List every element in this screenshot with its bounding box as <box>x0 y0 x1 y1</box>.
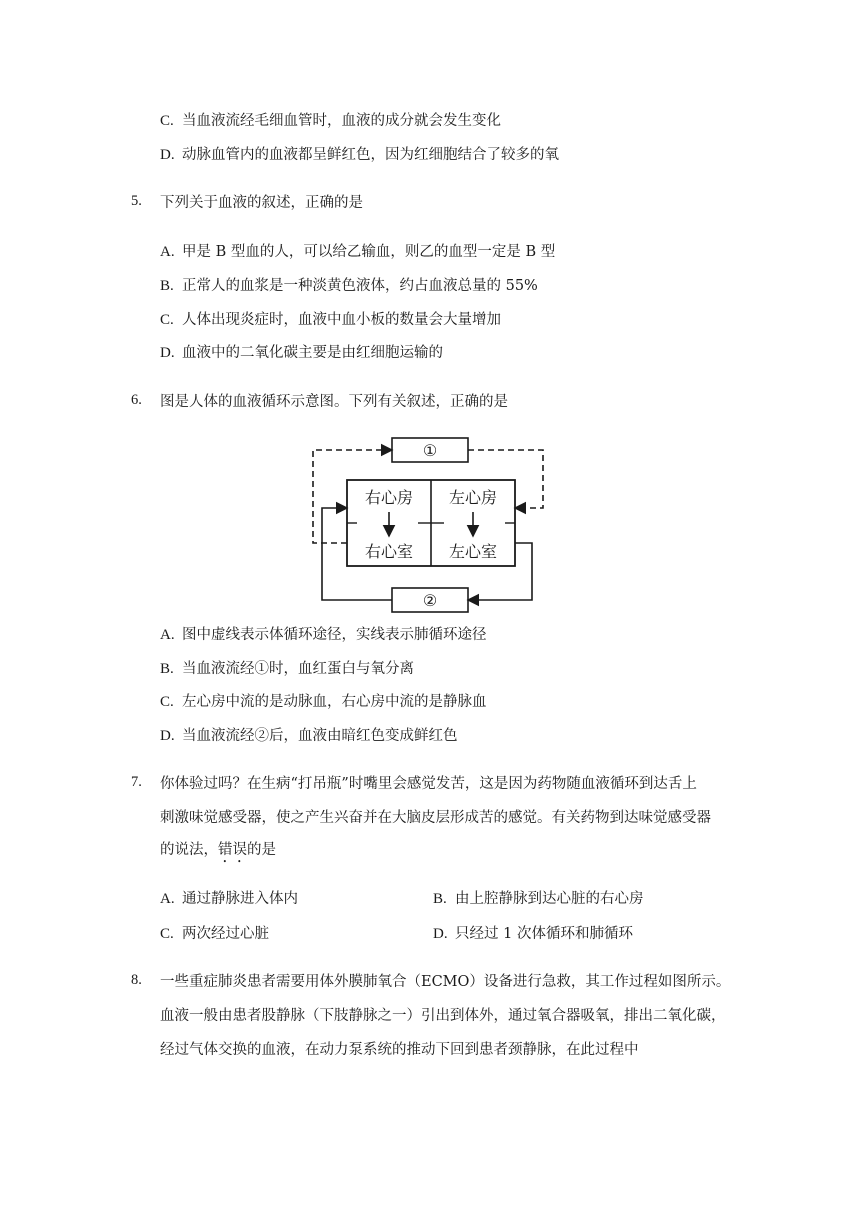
option-key: B. <box>160 278 174 294</box>
option-text: 两次经过心脏 <box>182 926 269 942</box>
option-text: 血液中的二氧化碳主要是由红细胞运输的 <box>182 345 443 361</box>
q7-stem-line3 <box>160 840 276 866</box>
box-bottom-label: ② <box>422 591 438 610</box>
option-text: 动脉血管内的血液都呈鲜红色，因为红细胞结合了较多的氧 <box>182 147 559 163</box>
q5-option-a <box>160 242 555 262</box>
q6-option-a <box>160 625 487 645</box>
q7-number: 7. <box>131 774 142 790</box>
q7-option-c <box>160 924 269 944</box>
option-text: 只经过 1 次体循环和肺循环 <box>455 926 633 942</box>
left-atrium-label: 左心房 <box>448 488 498 507</box>
option-key: C. <box>160 926 174 942</box>
q7-stem-line1: 你体验过吗？在生病“打吊瓶”时嘴里会感觉发苦，这是因为药物随血液循环到达舌上 <box>160 776 697 792</box>
q6-option-d <box>160 726 458 746</box>
q4-option-c <box>160 111 501 131</box>
option-key: D. <box>160 147 175 163</box>
q6-option-c <box>160 692 487 712</box>
option-key: C. <box>160 312 174 328</box>
q5-stem: 下列关于血液的叙述，正确的是 <box>160 195 363 211</box>
option-text: 由上腔静脉到达心脏的右心房 <box>455 891 644 907</box>
q7-option-a <box>160 889 298 909</box>
q8-line2: 血液一般由患者股静脉（下肢静脉之一）引出到体外，通过氧合器吸氧，排出二氧化碳， <box>160 1008 726 1024</box>
option-key: A. <box>160 891 175 907</box>
option-text: 当血液流经①时，血红蛋白与氧分离 <box>182 661 414 677</box>
option-key: C. <box>160 113 174 129</box>
option-key: B. <box>160 661 174 677</box>
circulation-diagram <box>300 430 560 615</box>
option-key: C. <box>160 694 174 710</box>
option-text: 正常人的血浆是一种淡黄色液体，约占血液总量的 55% <box>182 278 538 294</box>
stem-text: 的说法， <box>160 842 218 858</box>
emphasis-text: 错误 <box>218 842 247 858</box>
q6-option-b <box>160 659 414 679</box>
q8-line3: 经过气体交换的血液，在动力泵系统的推动下回到患者颈静脉，在此过程中 <box>160 1042 639 1058</box>
q7-stem-line2: 刺激味觉感受器，使之产生兴奋并在大脑皮层形成苦的感觉。有关药物到达味觉感受器 <box>160 810 711 826</box>
option-key: D. <box>433 926 448 942</box>
right-ventricle-label: 右心室 <box>364 542 414 561</box>
box-top-label: ① <box>422 441 438 460</box>
option-text: 当血液流经②后，血液由暗红色变成鲜红色 <box>182 728 458 744</box>
q5-option-b <box>160 276 538 296</box>
option-key: A. <box>160 627 175 643</box>
option-text: 图中虚线表示体循环途径，实线表示肺循环途径 <box>182 627 487 643</box>
q7-option-d <box>433 924 633 944</box>
option-text: 甲是 B 型血的人，可以给乙输血，则乙的血型一定是 B 型 <box>182 244 556 260</box>
q8-number: 8. <box>131 972 142 988</box>
option-key: A. <box>160 244 175 260</box>
option-text: 当血液流经毛细血管时，血液的成分就会发生变化 <box>182 113 501 129</box>
option-text: 通过静脉进入体内 <box>182 891 298 907</box>
option-key: B. <box>433 891 447 907</box>
q5-option-c <box>160 310 501 330</box>
q8-line1: 一些重症肺炎患者需要用体外膜肺氧合（ECMO）设备进行急救，其工作过程如图所示。 <box>160 974 731 990</box>
q6-stem: 图是人体的血液循环示意图。下列有关叙述，正确的是 <box>160 394 508 410</box>
stem-text: 的是 <box>247 842 276 858</box>
q6-number: 6. <box>131 392 142 408</box>
q5-number: 5. <box>131 193 142 209</box>
q5-option-d <box>160 343 443 363</box>
right-atrium-label: 右心房 <box>364 488 414 507</box>
left-ventricle-label: 左心室 <box>448 542 498 561</box>
option-key: D. <box>160 345 175 361</box>
q4-option-d <box>160 145 559 165</box>
option-text: 左心房中流的是动脉血，右心房中流的是静脉血 <box>182 694 487 710</box>
option-key: D. <box>160 728 175 744</box>
option-text: 人体出现炎症时，血液中血小板的数量会大量增加 <box>182 312 501 328</box>
q7-option-b <box>433 889 644 909</box>
